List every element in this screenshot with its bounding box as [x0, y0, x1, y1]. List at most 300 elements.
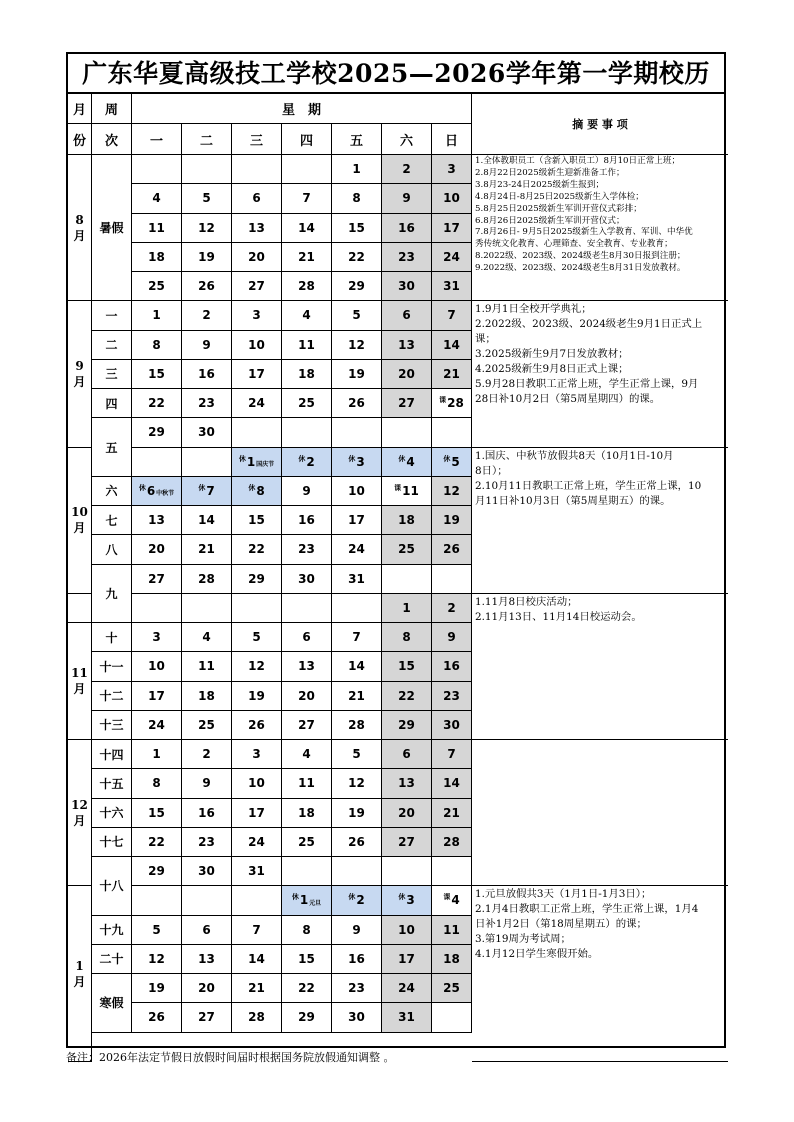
- day-number: 17: [248, 805, 265, 820]
- day-number: 27: [398, 834, 415, 849]
- day-number: 30: [398, 279, 415, 294]
- empty-day-cell: [182, 594, 232, 623]
- day-cell: [232, 1003, 282, 1032]
- day-cell: [182, 740, 232, 769]
- day-number: 25: [398, 542, 415, 557]
- day-number: 4: [406, 454, 415, 469]
- day-cell: [382, 1003, 432, 1032]
- day-number: 30: [348, 1010, 365, 1025]
- day-cell: [282, 769, 332, 798]
- week-label: 七: [92, 506, 132, 535]
- day-number: 20: [148, 542, 165, 557]
- day-number: 5: [451, 454, 460, 469]
- day-cell: [132, 301, 182, 330]
- day-number: 10: [348, 483, 365, 498]
- day-cell: [382, 243, 432, 272]
- day-number: 21: [198, 542, 215, 557]
- week-label: 五: [92, 418, 132, 477]
- empty-day-cell: [132, 448, 182, 477]
- day-number: 20: [398, 366, 415, 381]
- day-number: 16: [198, 805, 215, 820]
- day-cell: [182, 652, 232, 681]
- day-cell: [132, 740, 182, 769]
- day-number: 31: [248, 864, 265, 879]
- day-cell: [382, 886, 432, 915]
- holiday-name: 国庆节: [256, 461, 275, 469]
- day-number: 5: [252, 630, 261, 645]
- day-number: 23: [398, 249, 415, 264]
- day-number: 6: [202, 922, 211, 937]
- day-mark: 休: [443, 454, 451, 463]
- day-number: 19: [443, 513, 460, 528]
- day-cell: [382, 272, 432, 301]
- day-number: 19: [148, 981, 165, 996]
- day-number: 11: [443, 922, 460, 937]
- day-number: 27: [198, 1010, 215, 1025]
- day-cell: [432, 301, 472, 330]
- day-cell: [382, 945, 432, 974]
- day-cell: [132, 360, 182, 389]
- day-mark: 休: [348, 893, 356, 902]
- notes-header: 摘 要 事 项: [472, 94, 728, 155]
- day-cell: [232, 565, 282, 594]
- notes-block: [472, 594, 728, 740]
- day-mark: 休: [348, 454, 356, 463]
- day-number: 22: [148, 834, 165, 849]
- day-cell: [232, 331, 282, 360]
- day-cell: [232, 506, 282, 535]
- day-cell: [132, 389, 182, 418]
- day-number: 9: [402, 191, 411, 206]
- day-number: 14: [443, 776, 460, 791]
- day-number: 11: [402, 483, 419, 498]
- day-number: 24: [348, 542, 365, 557]
- week-label: 十七: [92, 828, 132, 857]
- note-line: 2.2022级、2023级、2024级老生9月1日正式上: [475, 318, 703, 331]
- day-number: 3: [152, 630, 161, 645]
- day-number: 21: [443, 805, 460, 820]
- day-number: 19: [248, 688, 265, 703]
- day-cell: [132, 828, 182, 857]
- footnote: 备注：2026年法定节假日放假时间届时根据国务院放假通知调整 。: [66, 1051, 395, 1064]
- day-cell: [232, 769, 282, 798]
- day-number: 21: [348, 688, 365, 703]
- week-label: 十九: [92, 916, 132, 945]
- day-number: 17: [348, 513, 365, 528]
- week-label: 一: [92, 301, 132, 330]
- day-cell: [332, 565, 382, 594]
- day-number: 1: [246, 454, 256, 469]
- day-number: 13: [298, 659, 315, 674]
- day-cell: [432, 155, 472, 184]
- day-cell: [282, 243, 332, 272]
- week-label: 九: [92, 565, 132, 624]
- day-cell: [432, 448, 472, 477]
- day-cell: [132, 418, 182, 447]
- day-number: 8: [152, 776, 161, 791]
- note-line: 2.11月13日、11月14日校运动会。: [475, 610, 642, 623]
- day-cell: [382, 506, 432, 535]
- day-number: 14: [198, 513, 215, 528]
- day-number: 26: [198, 279, 215, 294]
- day-cell: [232, 477, 282, 506]
- empty-day-cell: [232, 594, 282, 623]
- day-cell: [182, 301, 232, 330]
- empty-day-cell: [132, 886, 182, 915]
- week-label: 十三: [92, 711, 132, 740]
- day-number: 14: [348, 659, 365, 674]
- day-number: 6: [402, 308, 411, 323]
- day-cell: [132, 243, 182, 272]
- day-cell: [282, 301, 332, 330]
- day-number: 20: [198, 981, 215, 996]
- week-label: 十: [92, 623, 132, 652]
- day-number: 2: [202, 747, 211, 762]
- day-cell: [332, 1003, 382, 1032]
- day-cell: [432, 360, 472, 389]
- day-number: 15: [148, 366, 165, 381]
- day-number: 10: [248, 337, 265, 352]
- weekday-7: 日: [432, 124, 472, 155]
- day-number: 9: [447, 630, 456, 645]
- note-line: 8日）；: [475, 464, 508, 477]
- week-header-top: 周: [92, 94, 132, 124]
- holiday-name: 中秋节: [156, 490, 175, 498]
- day-cell: [382, 594, 432, 623]
- day-number: 23: [348, 981, 365, 996]
- day-cell: [182, 769, 232, 798]
- day-number: 6: [252, 191, 261, 206]
- weekday-5: 五: [332, 124, 382, 155]
- note-line: 1.国庆、中秋节放假共8天（10月1日-10月: [475, 449, 674, 462]
- day-cell: [432, 652, 472, 681]
- note-line: 2.10月11日教职工正常上班，学生正常上课，10: [475, 479, 702, 492]
- day-number: 16: [398, 220, 415, 235]
- page-title: 广东华夏高级技工学校2025—2026学年第一学期校历: [68, 54, 724, 94]
- empty-day-cell: [332, 857, 382, 886]
- day-number: 25: [148, 279, 165, 294]
- day-number: 26: [248, 717, 265, 732]
- day-number: 28: [248, 1010, 265, 1025]
- empty-day-cell: [182, 886, 232, 915]
- note-line: 日补1月2日（第18周星期五）的课；: [475, 918, 647, 931]
- day-cell: [282, 828, 332, 857]
- day-number: 4: [302, 308, 311, 323]
- day-number: 29: [248, 571, 265, 586]
- day-number: 7: [447, 308, 456, 323]
- week-label: 十六: [92, 799, 132, 828]
- day-cell: [282, 799, 332, 828]
- day-cell: [382, 916, 432, 945]
- day-cell: [282, 916, 332, 945]
- day-number: 10: [443, 191, 460, 206]
- day-cell: [282, 682, 332, 711]
- empty-day-cell: [432, 565, 472, 594]
- day-number: 18: [148, 249, 165, 264]
- day-cell: [432, 945, 472, 974]
- day-cell: [132, 769, 182, 798]
- note-line: 28日补10月2日（第5周星期四）的课。: [475, 393, 661, 406]
- day-number: 15: [398, 659, 415, 674]
- day-cell: [282, 448, 332, 477]
- day-number: 26: [443, 542, 460, 557]
- day-number: 22: [348, 249, 365, 264]
- day-cell: [332, 828, 382, 857]
- weekday-header: 星 期: [132, 94, 472, 124]
- weekday-3: 三: [232, 124, 282, 155]
- day-number: 10: [398, 922, 415, 937]
- notes-block: [472, 155, 728, 301]
- day-number: 31: [348, 571, 365, 586]
- day-number: 23: [198, 396, 215, 411]
- day-mark: 休: [398, 893, 406, 902]
- day-cell: [332, 682, 382, 711]
- week-label: 三: [92, 360, 132, 389]
- day-cell: [132, 652, 182, 681]
- day-cell: [282, 535, 332, 564]
- day-number: 1: [299, 893, 309, 908]
- day-number: 24: [248, 834, 265, 849]
- day-cell: [232, 272, 282, 301]
- day-cell: [182, 243, 232, 272]
- day-number: 7: [352, 630, 361, 645]
- day-number: 1: [152, 308, 161, 323]
- day-cell: [332, 652, 382, 681]
- day-number: 27: [398, 396, 415, 411]
- empty-day-cell: [282, 418, 332, 447]
- day-number: 4: [302, 747, 311, 762]
- day-number: 22: [248, 542, 265, 557]
- day-cell: [182, 916, 232, 945]
- day-number: 25: [198, 717, 215, 732]
- day-cell: [282, 565, 332, 594]
- weekday-6: 六: [382, 124, 432, 155]
- empty-day-cell: [332, 418, 382, 447]
- day-cell: [332, 974, 382, 1003]
- day-number: 26: [148, 1010, 165, 1025]
- day-number: 22: [398, 688, 415, 703]
- note-line: 1.11月8日校庆活动；: [475, 595, 578, 608]
- day-number: 21: [443, 366, 460, 381]
- day-number: 13: [398, 776, 415, 791]
- day-number: 28: [298, 279, 315, 294]
- day-number: 29: [348, 279, 365, 294]
- day-number: 9: [302, 483, 311, 498]
- empty-day-cell: [282, 857, 332, 886]
- day-cell: [382, 389, 432, 418]
- day-number: 31: [398, 1010, 415, 1025]
- day-cell: [432, 535, 472, 564]
- day-cell: [232, 184, 282, 213]
- month-label: 9月: [68, 301, 92, 447]
- day-cell: [432, 506, 472, 535]
- day-cell: [432, 477, 472, 506]
- day-cell: [382, 652, 432, 681]
- day-cell: [332, 916, 382, 945]
- day-cell: [232, 301, 282, 330]
- day-cell: [382, 477, 432, 506]
- week-label: 十二: [92, 682, 132, 711]
- empty-day-cell: [132, 594, 182, 623]
- day-cell: [182, 711, 232, 740]
- day-cell: [332, 389, 382, 418]
- day-number: 4: [152, 191, 161, 206]
- day-number: 5: [352, 747, 361, 762]
- note-line: 2.1月4日教职工正常上班，学生正常上课，1月4: [475, 903, 699, 916]
- day-mark: 休: [298, 454, 306, 463]
- day-number: 18: [198, 688, 215, 703]
- day-number: 23: [298, 542, 315, 557]
- day-number: 23: [443, 688, 460, 703]
- week-label: 十一: [92, 652, 132, 681]
- week-label: 十八: [92, 857, 132, 916]
- day-cell: [332, 331, 382, 360]
- day-number: 17: [148, 688, 165, 703]
- day-cell: [432, 740, 472, 769]
- day-number: 9: [202, 337, 211, 352]
- week-label: 六: [92, 477, 132, 506]
- day-number: 1: [152, 747, 161, 762]
- day-number: 2: [306, 454, 315, 469]
- day-cell: [332, 623, 382, 652]
- day-cell: [132, 535, 182, 564]
- day-cell: [432, 389, 472, 418]
- day-cell: [382, 448, 432, 477]
- day-number: 12: [348, 337, 365, 352]
- day-number: 8: [352, 191, 361, 206]
- weekday-1: 一: [132, 124, 182, 155]
- day-cell: [432, 974, 472, 1003]
- note-line: 3.2025级新生9月7日发放教材；: [475, 348, 629, 361]
- week-label: 四: [92, 389, 132, 418]
- notes-block: [472, 886, 728, 1062]
- day-number: 12: [443, 483, 460, 498]
- empty-day-cell: [232, 886, 282, 915]
- day-cell: [232, 974, 282, 1003]
- note-line: 9.2022级、2023级、2024级老生8月31日发放教材。: [475, 263, 686, 274]
- day-cell: [382, 623, 432, 652]
- day-cell: [182, 331, 232, 360]
- empty-day-cell: [132, 155, 182, 184]
- day-number: 21: [298, 249, 315, 264]
- day-number: 12: [348, 776, 365, 791]
- day-cell: [232, 828, 282, 857]
- month-label: 1月: [68, 886, 92, 1062]
- day-number: 1: [402, 600, 411, 615]
- day-cell: [382, 301, 432, 330]
- day-cell: [232, 857, 282, 886]
- day-cell: [232, 389, 282, 418]
- day-cell: [332, 506, 382, 535]
- day-number: 10: [248, 776, 265, 791]
- empty-day-cell: [382, 418, 432, 447]
- day-number: 14: [298, 220, 315, 235]
- day-number: 13: [198, 951, 215, 966]
- day-number: 22: [148, 396, 165, 411]
- day-mark: 休: [248, 483, 256, 492]
- day-number: 30: [443, 717, 460, 732]
- note-line: 月11日补10月3日（第5周星期五）的课。: [475, 494, 671, 507]
- day-number: 3: [406, 893, 415, 908]
- day-number: 26: [348, 834, 365, 849]
- day-cell: [182, 418, 232, 447]
- day-cell: [382, 828, 432, 857]
- empty-day-cell: [282, 155, 332, 184]
- month-label: 8月: [68, 155, 92, 301]
- day-number: 24: [148, 717, 165, 732]
- day-number: 24: [443, 249, 460, 264]
- weekday-4: 四: [282, 124, 332, 155]
- day-cell: [282, 477, 332, 506]
- day-number: 29: [148, 425, 165, 440]
- note-line: 秀传统文化教育、心理筛查、安全教育、专业教育；: [475, 239, 673, 250]
- day-number: 11: [148, 220, 165, 235]
- month-label: 11月: [68, 623, 92, 740]
- day-cell: [182, 214, 232, 243]
- day-number: 19: [348, 805, 365, 820]
- day-number: 3: [356, 454, 365, 469]
- day-cell: [232, 214, 282, 243]
- day-number: 19: [348, 366, 365, 381]
- day-cell: [432, 331, 472, 360]
- day-cell: [432, 769, 472, 798]
- day-number: 29: [298, 1010, 315, 1025]
- week-header-bottom: 次: [92, 124, 132, 155]
- day-cell: [432, 272, 472, 301]
- day-cell: [132, 711, 182, 740]
- day-cell: [332, 272, 382, 301]
- note-line: 4.1月12日学生寒假开始。: [475, 948, 599, 961]
- notes-block: [472, 740, 728, 886]
- day-number: 8: [256, 483, 265, 498]
- day-number: 6: [146, 483, 156, 498]
- day-cell: [132, 184, 182, 213]
- day-cell: [182, 1003, 232, 1032]
- day-number: 30: [198, 864, 215, 879]
- day-cell: [332, 711, 382, 740]
- day-cell: [232, 945, 282, 974]
- day-cell: [182, 506, 232, 535]
- day-number: 6: [402, 747, 411, 762]
- day-cell: [282, 1003, 332, 1032]
- day-cell: [232, 535, 282, 564]
- day-number: 6: [302, 630, 311, 645]
- week-label: 八: [92, 535, 132, 564]
- day-number: 20: [298, 688, 315, 703]
- day-cell: [432, 243, 472, 272]
- day-number: 5: [152, 922, 161, 937]
- note-line: 4.2025级新生9月8日正式上课；: [475, 363, 629, 376]
- day-cell: [382, 711, 432, 740]
- day-number: 28: [447, 396, 464, 411]
- day-number: 29: [148, 864, 165, 879]
- day-number: 12: [148, 951, 165, 966]
- day-number: 10: [148, 659, 165, 674]
- day-cell: [332, 799, 382, 828]
- month-label: [68, 594, 92, 623]
- day-number: 5: [352, 308, 361, 323]
- day-cell: [182, 974, 232, 1003]
- day-number: 12: [248, 659, 265, 674]
- calendar-frame: [66, 52, 726, 1048]
- day-cell: [232, 360, 282, 389]
- day-cell: [182, 857, 232, 886]
- day-cell: [232, 711, 282, 740]
- day-cell: [132, 214, 182, 243]
- day-number: 7: [252, 922, 261, 937]
- day-cell: [332, 301, 382, 330]
- day-cell: [332, 184, 382, 213]
